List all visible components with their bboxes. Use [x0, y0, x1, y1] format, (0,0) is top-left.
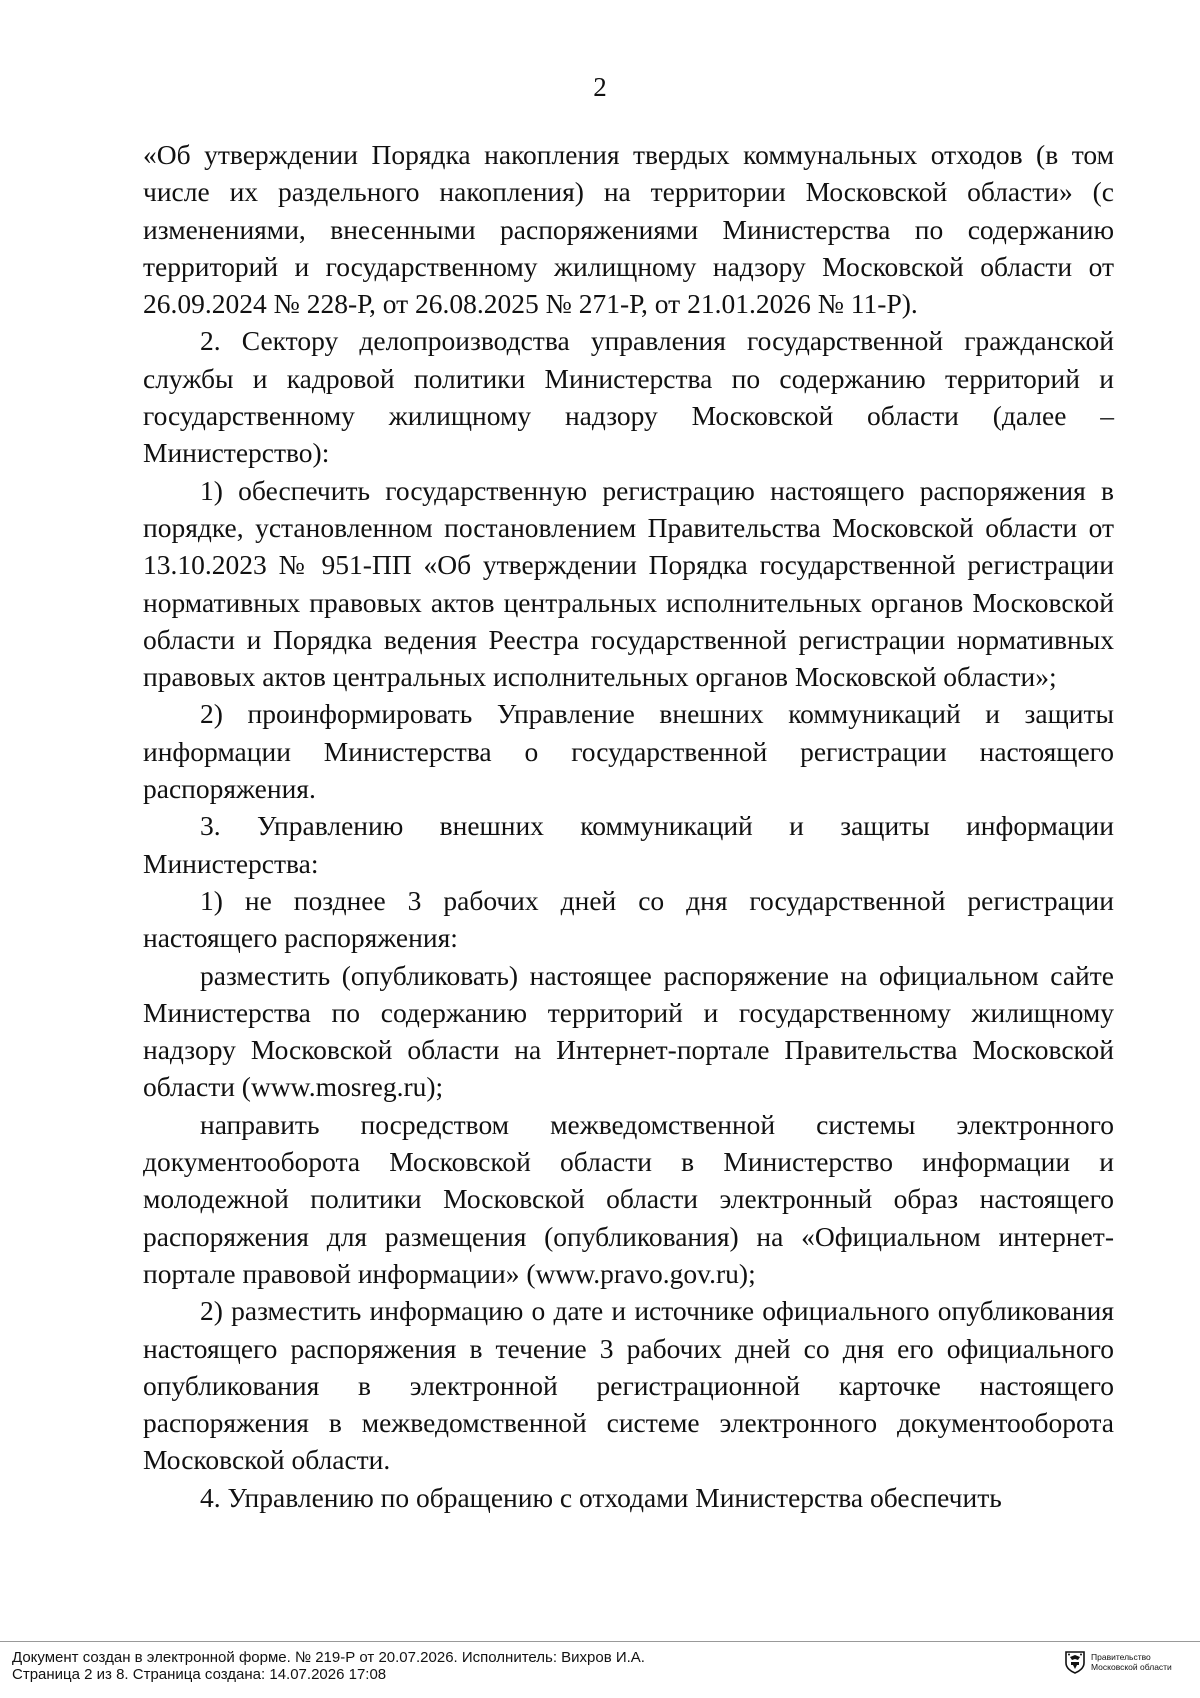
footer-document-info: Документ создан в электронной форме. № 219-Р от 20.07.2026. Исполнитель: Вихров И.А. [12, 1649, 645, 1666]
paragraph-item-2-1: 1) обеспечить государственную регистрацию настоящего распоряжения в порядке, установленном постановлением Правительства Московской области от 13.10.2023 № 951-ПП «Об утверждении Порядка государственной регистрации нормативных правовых актов центральных исполнительных органов Московской области и Порядка ведения Реестра государственной регистрации нормативных правовых актов центральных исполнительных органов Московской области»; [143, 474, 1114, 693]
paragraph-item-2-2: 2) проинформировать Управление внешних коммуникаций и защиты информации Министерства о государственной регистрации настоящего распоряжения. [143, 698, 1114, 805]
paragraph-item-3-1: 1) не позднее 3 рабочих дней со дня государственной регистрации настоящего распоряжения: [143, 884, 1114, 954]
paragraph-item-3: 3. Управлению внешних коммуникаций и защиты информации Министерства: [143, 810, 1114, 879]
paragraph-item-3-2: 2) разместить информацию о дате и источнике официального опубликования настоящего распоряжения в течение 3 рабочих дней со дня его официального опубликования в электронной регистрационной карточке настоящего распоряжения в межведомственной системе электронного документооборота Московской области. [143, 1295, 1114, 1476]
coat-of-arms-icon [1064, 1650, 1086, 1674]
footer-page-info: Страница 2 из 8. Страница создана: 14.07.2026 17:08 [12, 1666, 387, 1683]
footer-info [12, 1649, 645, 1683]
footer-divider [0, 1641, 1200, 1642]
paragraph-item-3-1-publish: разместить (опубликовать) настоящее распоряжение на официальном сайте Министерства по содержанию территорий и государственному жилищному надзору Московской области на Интернет-портале Правительства Московской области (www.mosreg.ru); [143, 959, 1114, 1103]
page-number: 2 [593, 72, 607, 102]
paragraph-item-4: 4. Управлению по обращению с отходами Министерства обеспечить [200, 1481, 1002, 1513]
logo-text-line2: Московской области [1091, 1662, 1172, 1672]
paragraph-item-3-1-send: направить посредством межведомственной системы электронного документооборота Московской области в Министерство информации и молодежной политики Московской области электронный образ настоящего распоряжения для размещения (опубликования) на «Официальном интернет-портале правовой информации» (www.pravo.gov.ru); [143, 1108, 1114, 1289]
government-logo [1064, 1650, 1172, 1674]
logo-text-line1: Правительство [1091, 1652, 1151, 1662]
paragraph-continuation: «Об утверждении Порядка накопления твердых коммунальных отходов (в том числе их раздельного накопления) на территории Московской области» (с изменениями, внесенными распоряжениями Министерства по содержанию территорий и государственному жилищному надзору Московской области от 26.09.2024 № 228-Р, от 26.08.2025 № 271-Р, от 21.01.2026 № 11-Р). [143, 139, 1114, 320]
document-body [143, 136, 1114, 1516]
paragraph-item-2: 2. Сектору делопроизводства управления государственной гражданской службы и кадровой политики Министерства по содержанию территорий и государственному жилищному надзору Московской области (далее – Министерство): [143, 325, 1114, 469]
